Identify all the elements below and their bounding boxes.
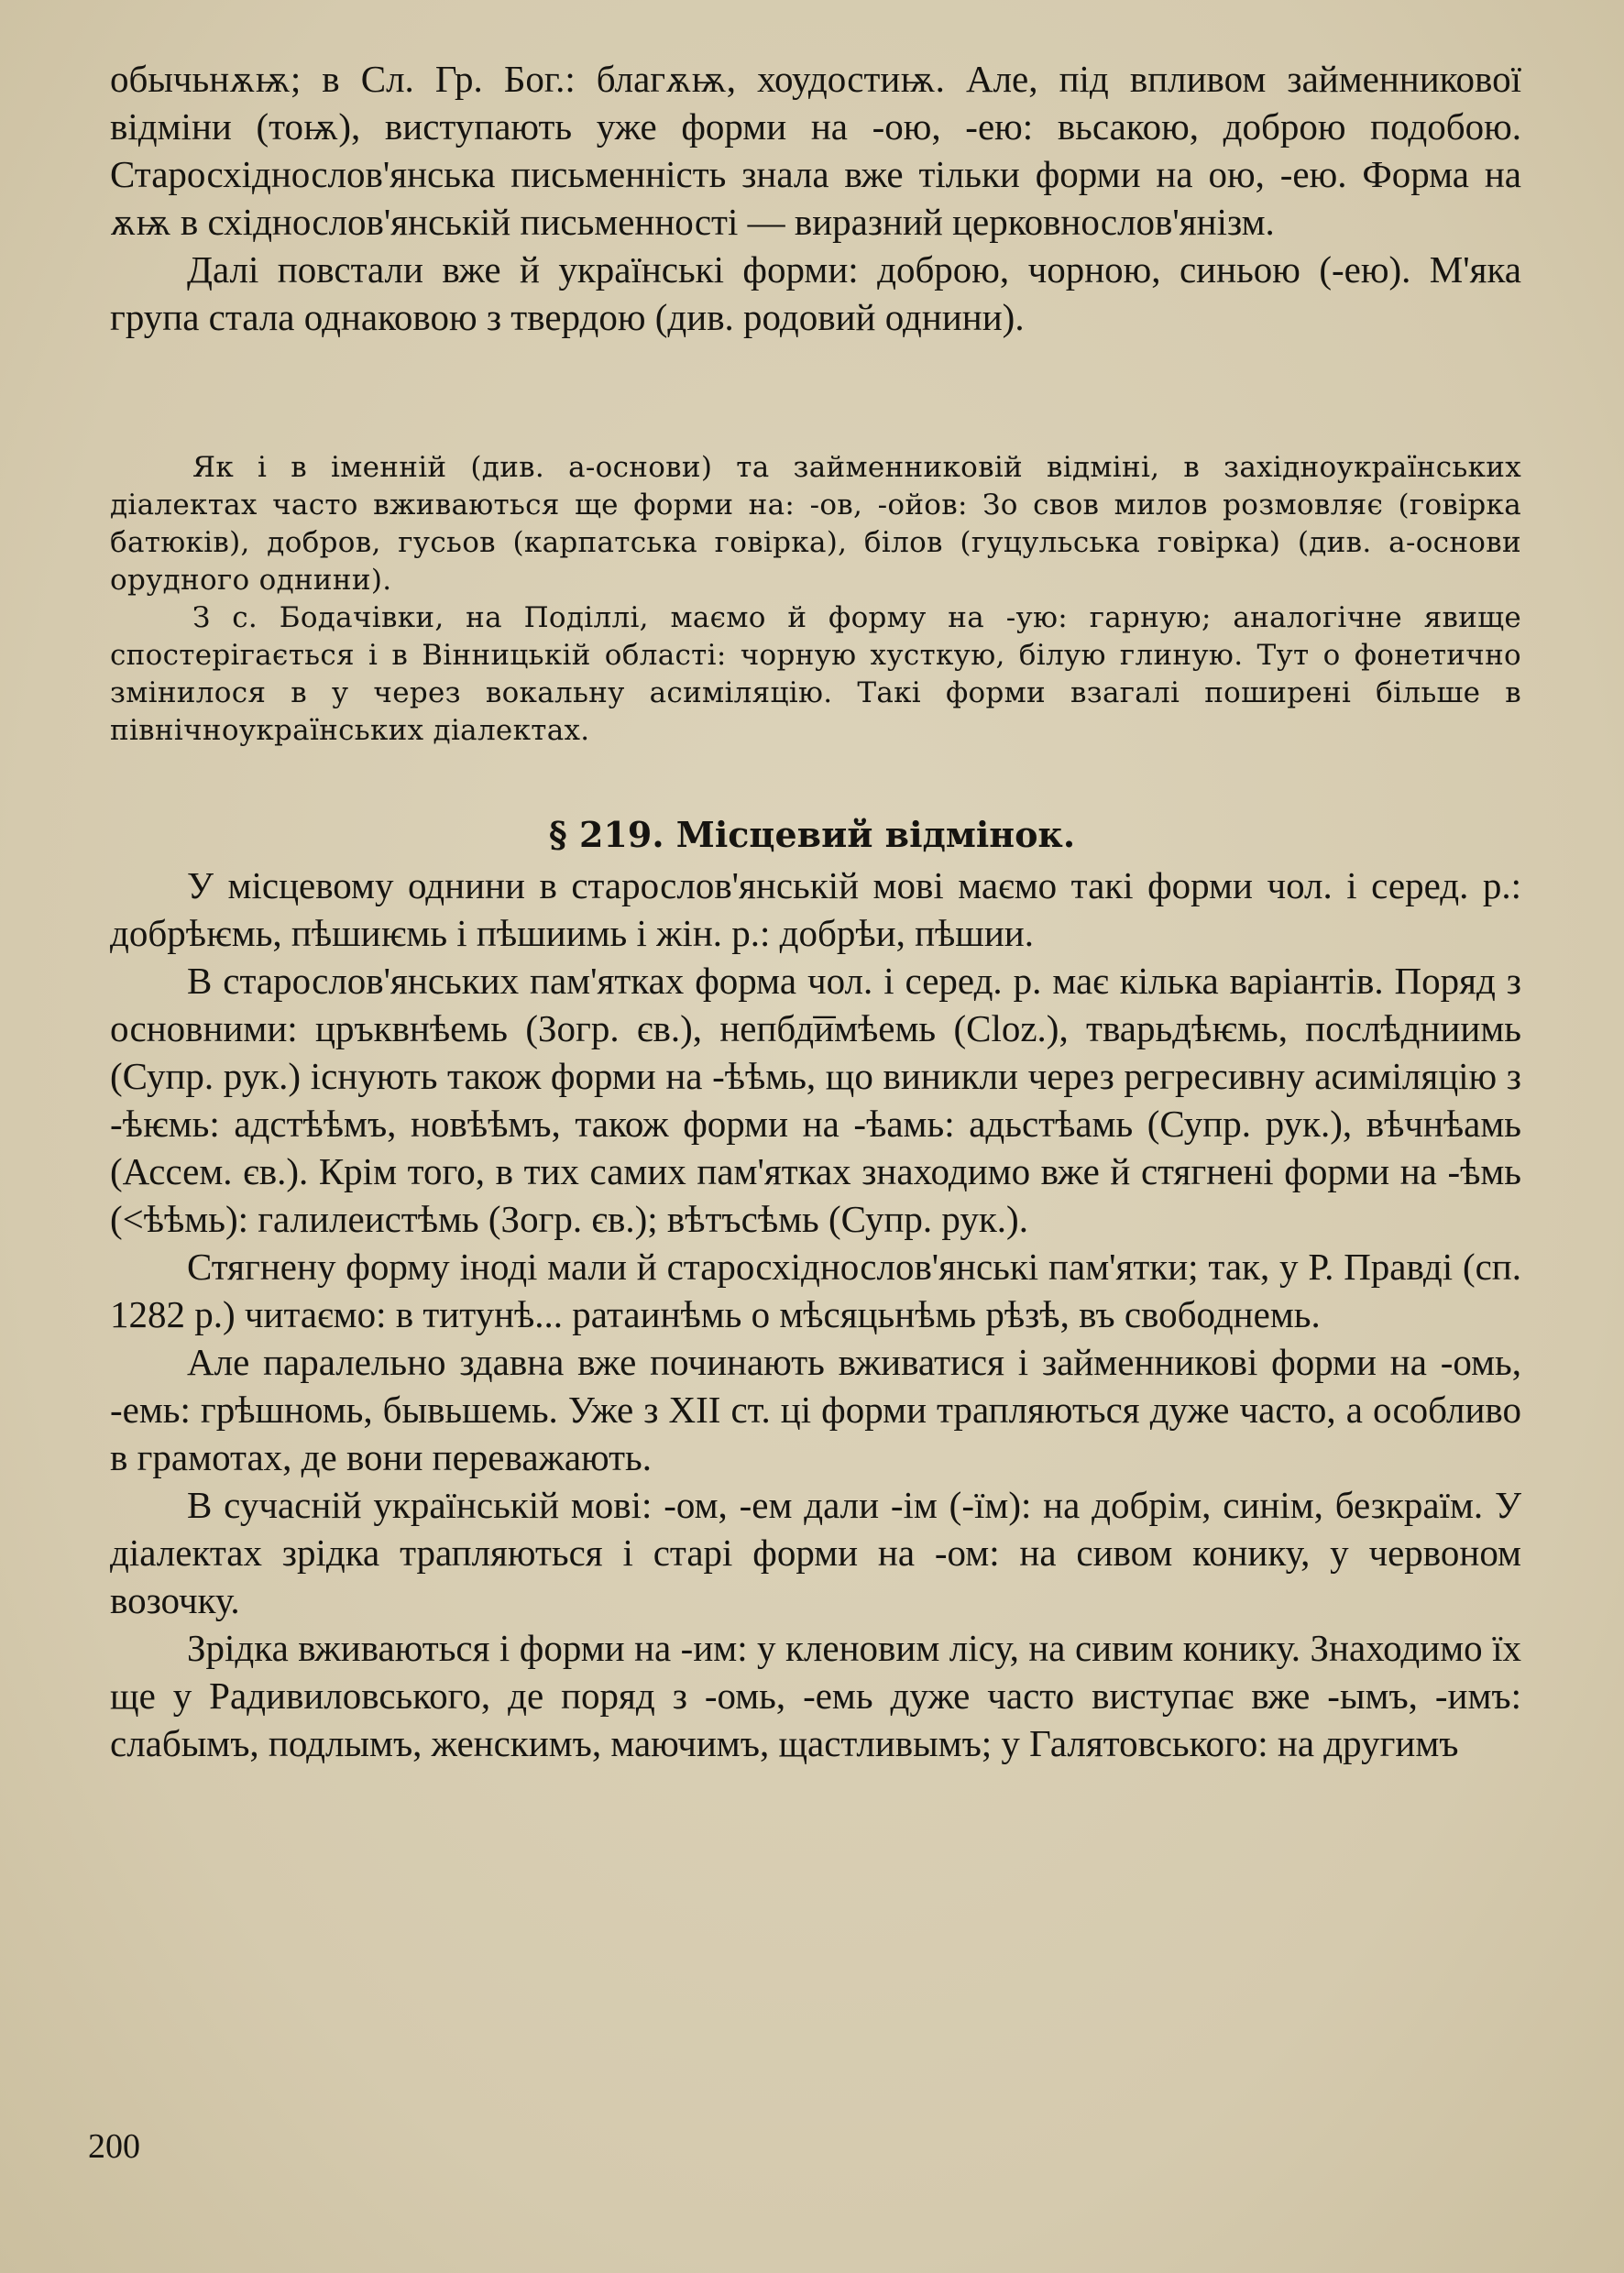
- notes-block: [110, 449, 1521, 750]
- note-paragraph: Як і в іменній (див. а-основи) та займенниковій відміні, в західноукраїнських діалектах часто вживаються ще форми на: -ов, -ойов: Зо свов милов розмовляє (говірка батюків), добров, гусьов (карпатська говірка), білов (гуцульська говірка) (див. а-основи орудного однини).: [110, 451, 1521, 597]
- paragraph: Але паралельно здавна вже починають вживатися і займенникові форми на -омь, -емь: грѣшномь, бывьшемь. Уже з XII ст. ці форми трапляються дуже часто, а особливо в грамотах, де вони переважають.: [110, 1341, 1521, 1478]
- paragraph: В старослов'янських пам'ятках форма чол. і серед. р. має кілька варіантів. Поряд з основними: цръквнѣемь (Зогр. єв.), непбд͞имѣемь (Cloz.), тварьдѣѥмь, послѣдниимь (Супр. рук.) існують також форми на -ѣѣмь, що виникли через регресивну асиміляцію з -ѣѥмь: адстѣѣмъ, новѣѣмъ, також форми на -ѣамь: адьстѣамь (Супр. рук.), вѣчнѣамь (Ассем. єв.). Крім того, в тих самих пам'ятках знаходимо вже й стягнені форми на -ѣмь (<ѣѣмь): галилеистѣмь (Зогр. єв.); вѣтъсѣмь (Супр. рук.).: [110, 960, 1521, 1240]
- top-text-block: [110, 55, 1521, 341]
- paragraph: Стягнену форму іноді мали й старосхіднослов'янські пам'ятки; так, у Р. Правді (сп. 1282 р.) читаємо: в титунѣ... ратаинѣмь о мѣсяцьнѣмь рѣзѣ, въ свободнемь.: [110, 1246, 1521, 1335]
- paragraph: В сучасній українській мові: -ом, -ем дали -ім (-їм): на добрім, синім, безкраїм. У діалектах зрідка трапляються і старі форми на -ом: на сивом конику, у червоном возочку.: [110, 1484, 1521, 1621]
- section-heading: § 219. Місцевий відмінок.: [548, 814, 1076, 855]
- paragraph: Далі повстали вже й українські форми: доброю, чорною, синьою (-ею). М'яка група стала однаковою з твердою (див. родовий однини).: [110, 248, 1521, 338]
- paragraph: Зрідка вживаються і форми на -им: у кленовим лісу, на сивим конику. Знаходимо їх ще у Радивиловського, де поряд з -омь, -емь дуже часто виступає вже -ымъ, -имъ: слабымъ, подлымъ, женскимъ, маючимъ, щастливымъ; у Галятовського: на другимъ: [110, 1627, 1521, 1764]
- paragraph: обычьнѫѭ; в Сл. Гр. Бог.: благѫѭ, хоудостиѭ. Але, під впливом займенникової відміни (тоѭ), виступають уже форми на -ою, -ею: вьсакою, доброю подобою. Старосхіднослов'янська письменність знала вже тільки форми на ою, -ею. Форма на ѫѭ в східнослов'янській письменності — виразний церковнослов'янізм.: [110, 58, 1521, 243]
- paragraph: У місцевому однини в старослов'янській мові маємо такі форми чол. і серед. р.: добрѣѥмь, пѣшиѥмь і пѣшиимь і жін. р.: добрѣи, пѣшии.: [110, 864, 1521, 954]
- note-paragraph: З с. Бодачівки, на Поділлі, маємо й форму на -ую: гарную; аналогічне явище спостерігається і в Вінницькій області: чорную хусткую, білую глиную. Тут о фонетично змінилося в у через вокальну асиміляцію. Такі форми взагалі поширені більше в північноукраїнських діалектах.: [110, 601, 1521, 747]
- page-number: 200: [88, 2127, 140, 2166]
- section-text-block: [110, 862, 1521, 1767]
